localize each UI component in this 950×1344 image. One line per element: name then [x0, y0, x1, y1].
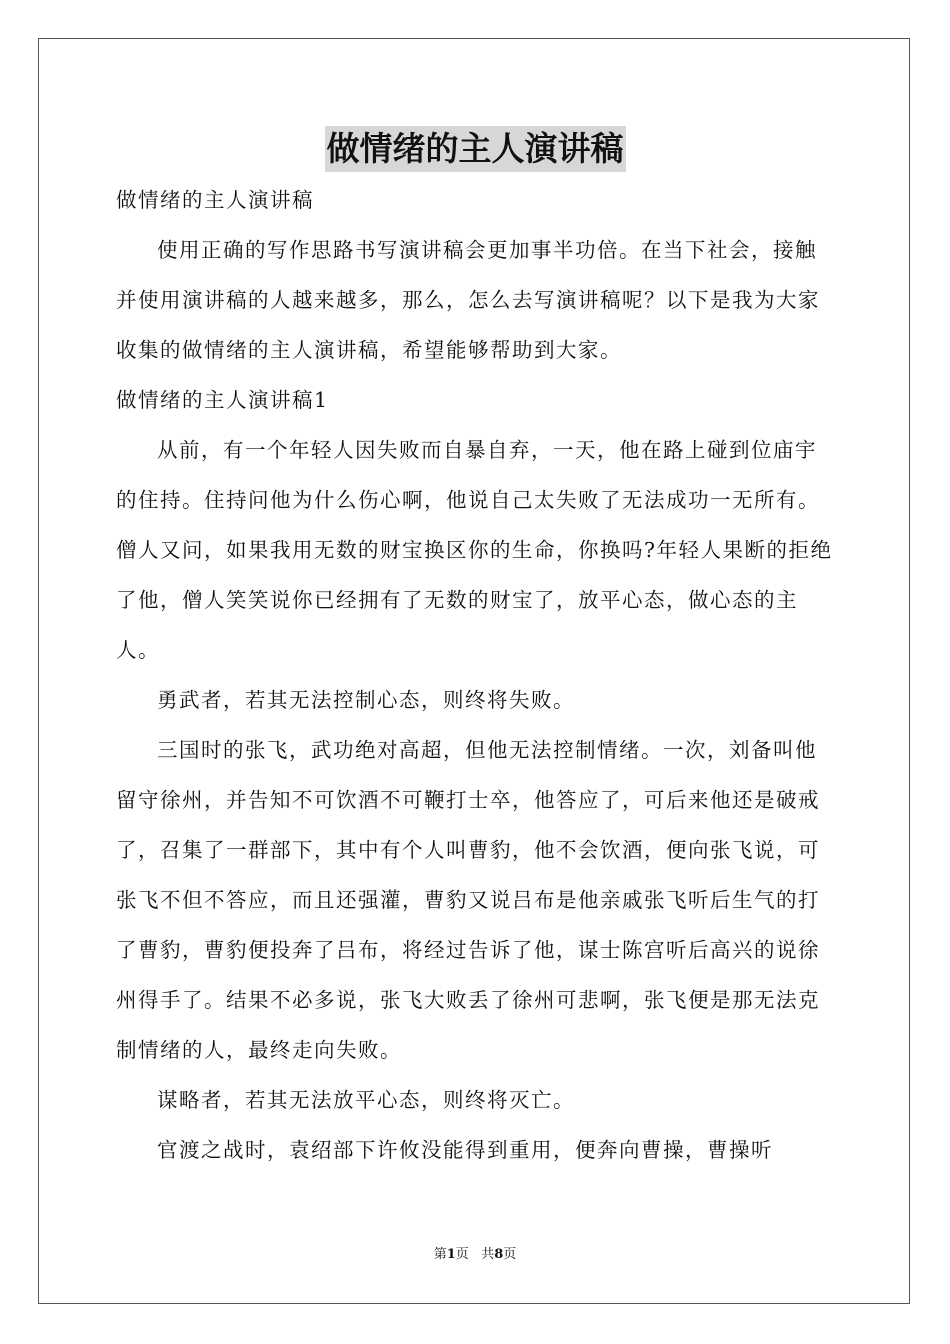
- section-heading: 做情绪的主人演讲稿: [116, 188, 314, 212]
- document-title: 做情绪的主人演讲稿: [325, 126, 626, 172]
- body-paragraph: 官渡之战时，袁绍部下许攸没能得到重用，便奔向曹操，曹操听: [157, 1138, 773, 1162]
- section-heading: 做情绪的主人演讲稿1: [116, 388, 329, 412]
- page-footer: [0, 1246, 950, 1264]
- total-suffix: 页: [503, 1247, 517, 1262]
- body-paragraph: 谋略者，若其无法放平心态，则终将灭亡。: [157, 1088, 575, 1112]
- body-paragraph: 使用正确的写作思路书写演讲稿会更加事半功倍。在当下社会，接触并使用演讲稿的人越来越多，那么，怎么去写演讲稿呢？以下是我为大家收集的做情绪的主人演讲稿，希望能够帮助到大家。: [116, 238, 820, 362]
- body-paragraph: 从前，有一个年轻人因失败而自暴自弃，一天，他在路上碰到位庙宇的住持。住持问他为什么伤心啊，他说自己太失败了无法成功一无所有。僧人又问，如果我用无数的财宝换区你的生命，你换吗?年轻人果断的拒绝了他，僧人笑笑说你已经拥有了无数的财宝了，放平心态，做心态的主人。: [116, 438, 833, 662]
- page-prefix: 第: [433, 1247, 447, 1262]
- document-body: [116, 175, 836, 1175]
- page-suffix: 页: [455, 1247, 469, 1262]
- body-paragraph: 勇武者，若其无法控制心态，则终将失败。: [157, 688, 575, 712]
- total-prefix: 共: [481, 1247, 495, 1262]
- total-pages: 8: [494, 1247, 504, 1262]
- page-number: 1: [446, 1247, 456, 1262]
- body-paragraph: 三国时的张飞，武功绝对高超，但他无法控制情绪。一次，刘备叫他留守徐州，并告知不可饮酒不可鞭打士卒，他答应了，可后来他还是破戒了，召集了一群部下，其中有个人叫曹豹，他不会饮酒，便向张飞说，可张飞不但不答应，而且还强灌，曹豹又说吕布是他亲戚张飞听后生气的打了曹豹，曹豹便投奔了吕布，将经过告诉了他，谋士陈宫听后高兴的说徐州得手了。结果不必多说，张飞大败丢了徐州可悲啊，张飞便是那无法克制情绪的人，最终走向失败。: [116, 738, 820, 1062]
- title-container: [0, 126, 950, 172]
